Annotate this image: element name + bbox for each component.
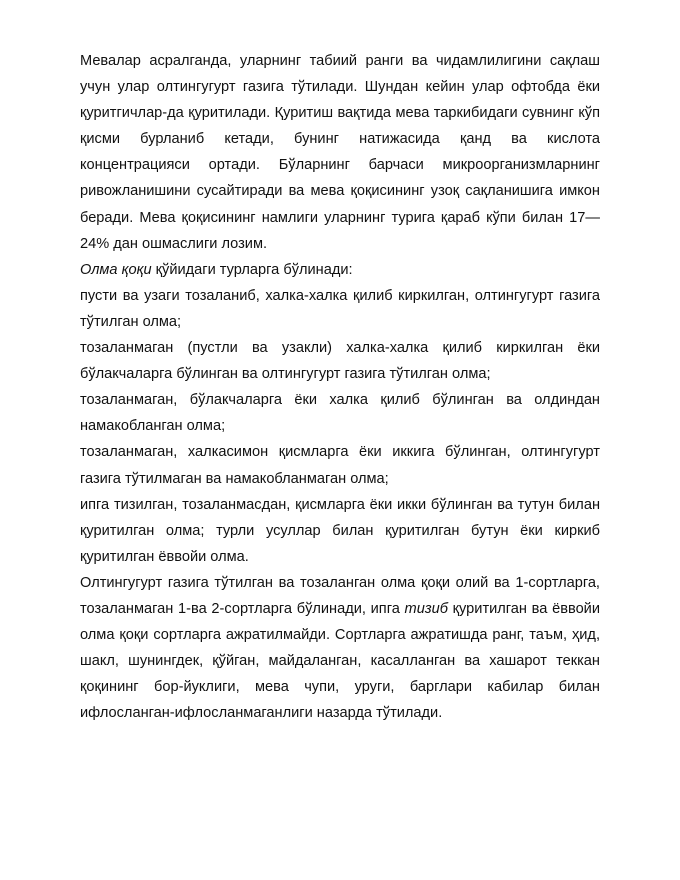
document-body — [80, 48, 600, 726]
list-item: тозаланмаган (пустли ва узакли) халка-халка қилиб киркилган ёки бўлакчаларга бўлинган ва олтингугурт газига тўтилган олма; — [80, 340, 600, 383]
intro-paragraph: Мевалар асралганда, уларнинг табиий ранги ва чидамлилигини сақлаш учун улар олтингугурт газига тўтилади. Шундан кейин улар офтобда ёки қуритгичлар-да қуритилади. Қуритиш вақтида мева таркибидаги сувнинг кўп қисми бурланиб кетади, бунинг натижасида қанд ва кислота концентрацияси ортади. Бўларнинг барчаси микроорганизмларнинг ривожланишини сусайтиради ва мева қоқисининг узоқ сақланишига имкон беради. Мева қоқисининг намлиги уларнинг турига қараб кўпи билан 17—24% дан ошмаслиги лозим. — [80, 53, 600, 252]
classification-heading — [80, 257, 600, 283]
list-item: тозаланмаган, бўлакчаларга ёки халка қилиб бўлинган ва олдиндан намакобланган олма; — [80, 392, 600, 435]
closing-term: тизиб — [404, 600, 448, 617]
list-item: ипга тизилган, тозаланмасдан, қисмларга ёки икки бўлинган ва тутун билан қуритилган олма; турли усуллар билан қуритилган бутун ёки киркиб қуритилган ёввойи олма. — [80, 496, 600, 565]
classification-text: қўйидаги турларга бўлинади: — [151, 261, 353, 278]
closing-text-start: Олтингугурт газига тўтилган ва тозаланган олма қоқи олий ва 1-сортларга, тозаланмаган 1-ва 2-сортларга бўлинади, ипга — [80, 574, 600, 617]
classification-term: Олма қоқи — [80, 261, 152, 278]
list-item: тозаланмаган, халкасимон қисмларга ёки иккига бўлинган, олтингугурт газига тўтилмаган ва намакобланмаган олма; — [80, 444, 600, 487]
closing-text-end: қуритилган ва ёввойи олма қоқи сортларга ажратилмайди. Сортларга ажратишда ранг, таъм, ҳид, шакл, шунингдек, қўйган, майдаланган, касалланган ва хашарот теккан қоқининг бор-йуклиги, мева чупи, уруги, барглари кабилар билан ифлосланган-ифлосланмаганлиги назарда тўтилади. — [80, 600, 600, 722]
closing-paragraph — [80, 570, 600, 727]
list-item: пусти ва узаги тозаланиб, халка-халка қилиб киркилган, олтингугурт газига тўтилган олма; — [80, 287, 600, 330]
